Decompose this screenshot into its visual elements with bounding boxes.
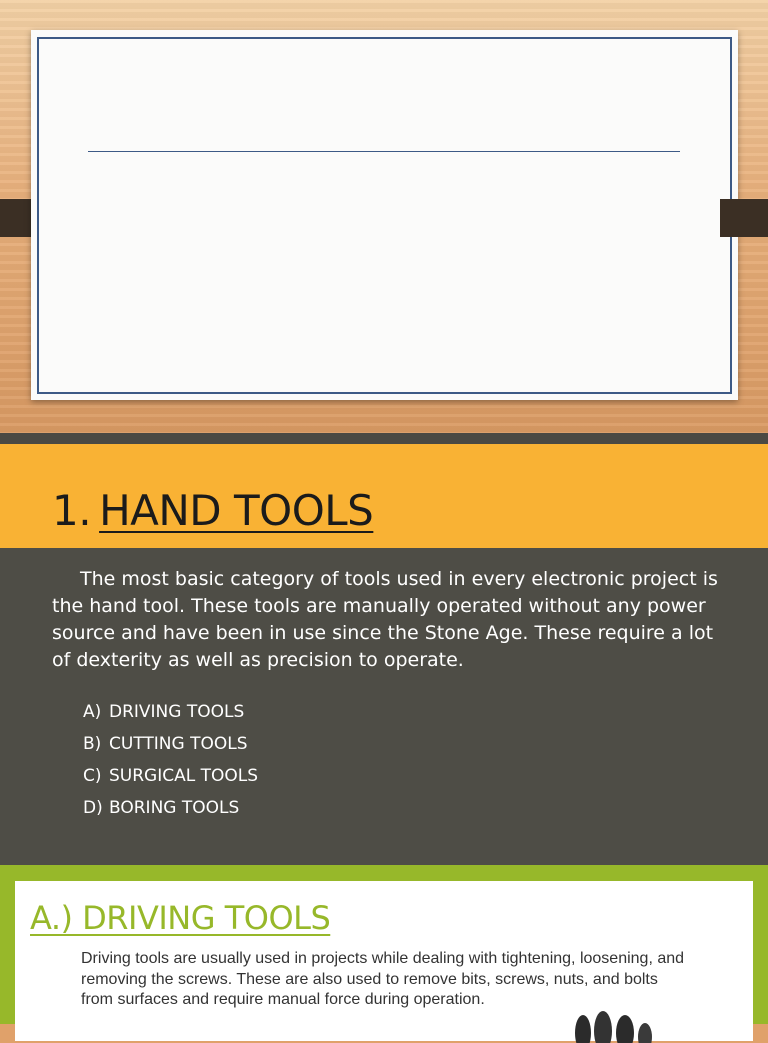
section-number: 1. — [52, 486, 92, 535]
driving-tools-slide — [0, 865, 768, 1024]
tool-category-list — [83, 701, 258, 829]
subsection-text: Driving tools are usually used in projects while dealing with tightening, loosening, and removing the screws. These are also used to remove bits, screws, nuts, and bolts from surfaces and require manual force during operation. — [81, 950, 685, 1008]
list-label: SURGICAL TOOLS — [109, 766, 259, 786]
intro-paragraph — [52, 566, 722, 674]
list-item — [83, 765, 258, 797]
list-item — [83, 701, 258, 733]
section-title: HAND TOOLS — [99, 486, 374, 535]
title-card — [31, 30, 738, 400]
card-frame — [37, 37, 732, 394]
list-label: BORING TOOLS — [109, 798, 240, 818]
subsection-title: A.) DRIVING TOOLS — [30, 899, 331, 937]
intro-text: The most basic category of tools used in every electronic project is the hand tool. These tools are manually operated without any power source and have been in use since the Stone Age. These require a lot of dexterity as well as precision to operate. — [52, 568, 718, 671]
content-panel — [15, 881, 753, 1041]
list-label: CUTTING TOOLS — [109, 734, 248, 754]
list-item — [83, 797, 258, 829]
title-slide — [0, 0, 768, 433]
list-item — [83, 733, 258, 765]
heading-banner — [0, 444, 768, 548]
section-heading — [52, 486, 373, 535]
list-marker: C) — [83, 766, 102, 786]
card-divider-line — [88, 151, 680, 152]
list-marker: D) — [83, 798, 103, 818]
glove-image — [565, 1003, 655, 1043]
slide-top-strip — [0, 433, 768, 444]
list-marker: A) — [83, 702, 102, 722]
right-binder-tab — [720, 199, 768, 237]
hand-tools-slide — [0, 433, 768, 865]
list-marker: B) — [83, 734, 102, 754]
list-label: DRIVING TOOLS — [109, 702, 245, 722]
